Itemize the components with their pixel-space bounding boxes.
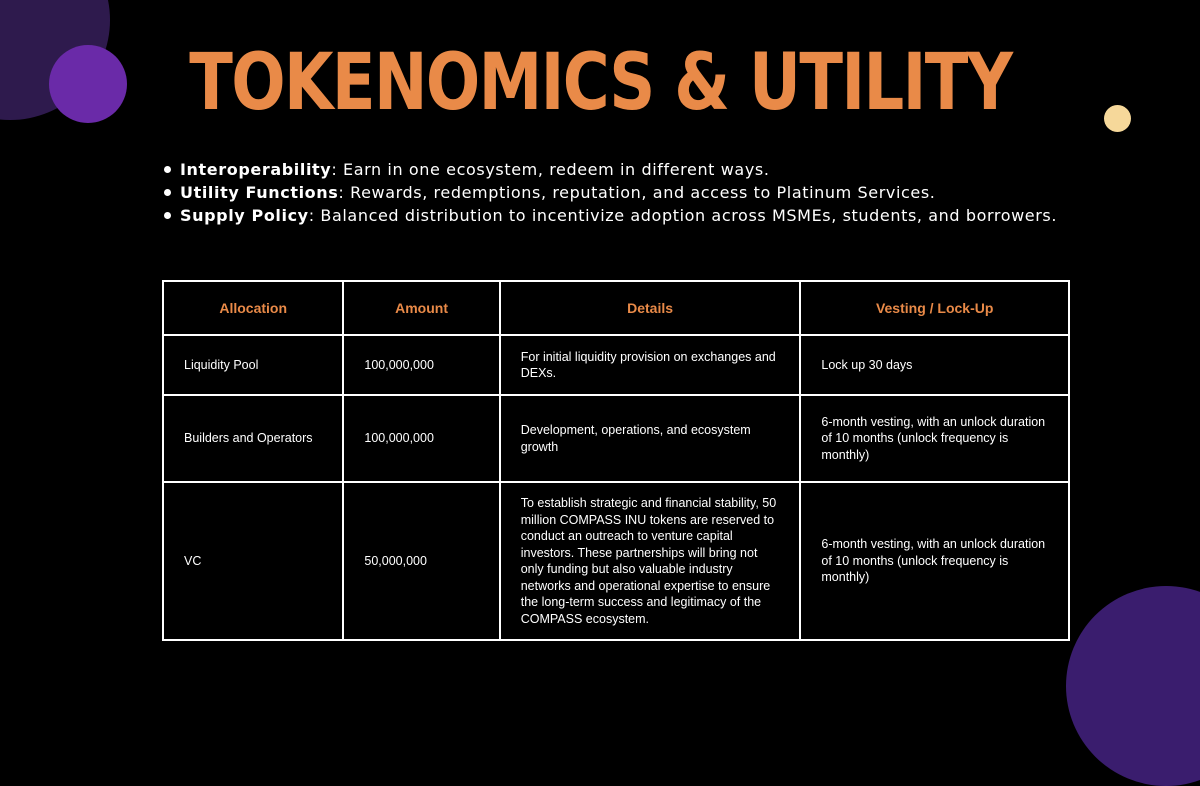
table-row xyxy=(163,395,1069,482)
cell-allocation: VC xyxy=(163,482,343,640)
table-row xyxy=(163,482,1069,640)
tokenomics-table xyxy=(162,280,1070,641)
header-vesting: Vesting / Lock-Up xyxy=(800,281,1069,335)
cell-amount: 100,000,000 xyxy=(343,395,499,482)
cell-vesting: Lock up 30 days xyxy=(800,335,1069,395)
cell-vesting: 6-month vesting, with an unlock duration of 10 months (unlock frequency is monthly) xyxy=(800,482,1069,640)
cell-allocation: Liquidity Pool xyxy=(163,335,343,395)
bullet-text: : Rewards, redemptions, reputation, and access to Platinum Services. xyxy=(338,183,936,202)
bullet-list xyxy=(162,158,1057,227)
bullet-dot-icon xyxy=(164,212,171,219)
bullet-dot-icon xyxy=(164,166,171,173)
bullet-item xyxy=(162,181,1057,204)
bullet-item xyxy=(162,158,1057,181)
decorative-dot-cream xyxy=(1104,105,1131,132)
cell-amount: 100,000,000 xyxy=(343,335,499,395)
header-details: Details xyxy=(500,281,801,335)
bullet-dot-icon xyxy=(164,189,171,196)
cell-details: For initial liquidity provision on exchanges and DEXs. xyxy=(500,335,801,395)
bullet-text: : Balanced distribution to incentivize adoption across MSMEs, students, and borrowers. xyxy=(308,206,1058,225)
bullet-item xyxy=(162,204,1057,227)
page-title: TOKENOMICS & UTILITY xyxy=(189,38,1012,128)
cell-vesting: 6-month vesting, with an unlock duration of 10 months (unlock frequency is monthly) xyxy=(800,395,1069,482)
decorative-circle-bottom-right xyxy=(1066,586,1200,786)
bullet-text: : Earn in one ecosystem, redeem in different ways. xyxy=(331,160,770,179)
header-amount: Amount xyxy=(343,281,499,335)
table-header-row xyxy=(163,281,1069,335)
cell-details: Development, operations, and ecosystem growth xyxy=(500,395,801,482)
bullet-label: Interoperability xyxy=(180,160,332,179)
cell-amount: 50,000,000 xyxy=(343,482,499,640)
table-row xyxy=(163,335,1069,395)
cell-details: To establish strategic and financial stability, 50 million COMPASS INU tokens are reserved to conduct an outreach to venture capital investors. These partnerships will bring not only funding but also valuable industry networks and operational expertise to ensure the long-term success and legitimacy of the COMPASS ecosystem. xyxy=(500,482,801,640)
header-allocation: Allocation xyxy=(163,281,343,335)
bullet-label: Supply Policy xyxy=(180,206,309,225)
cell-allocation: Builders and Operators xyxy=(163,395,343,482)
bullet-label: Utility Functions xyxy=(180,183,339,202)
